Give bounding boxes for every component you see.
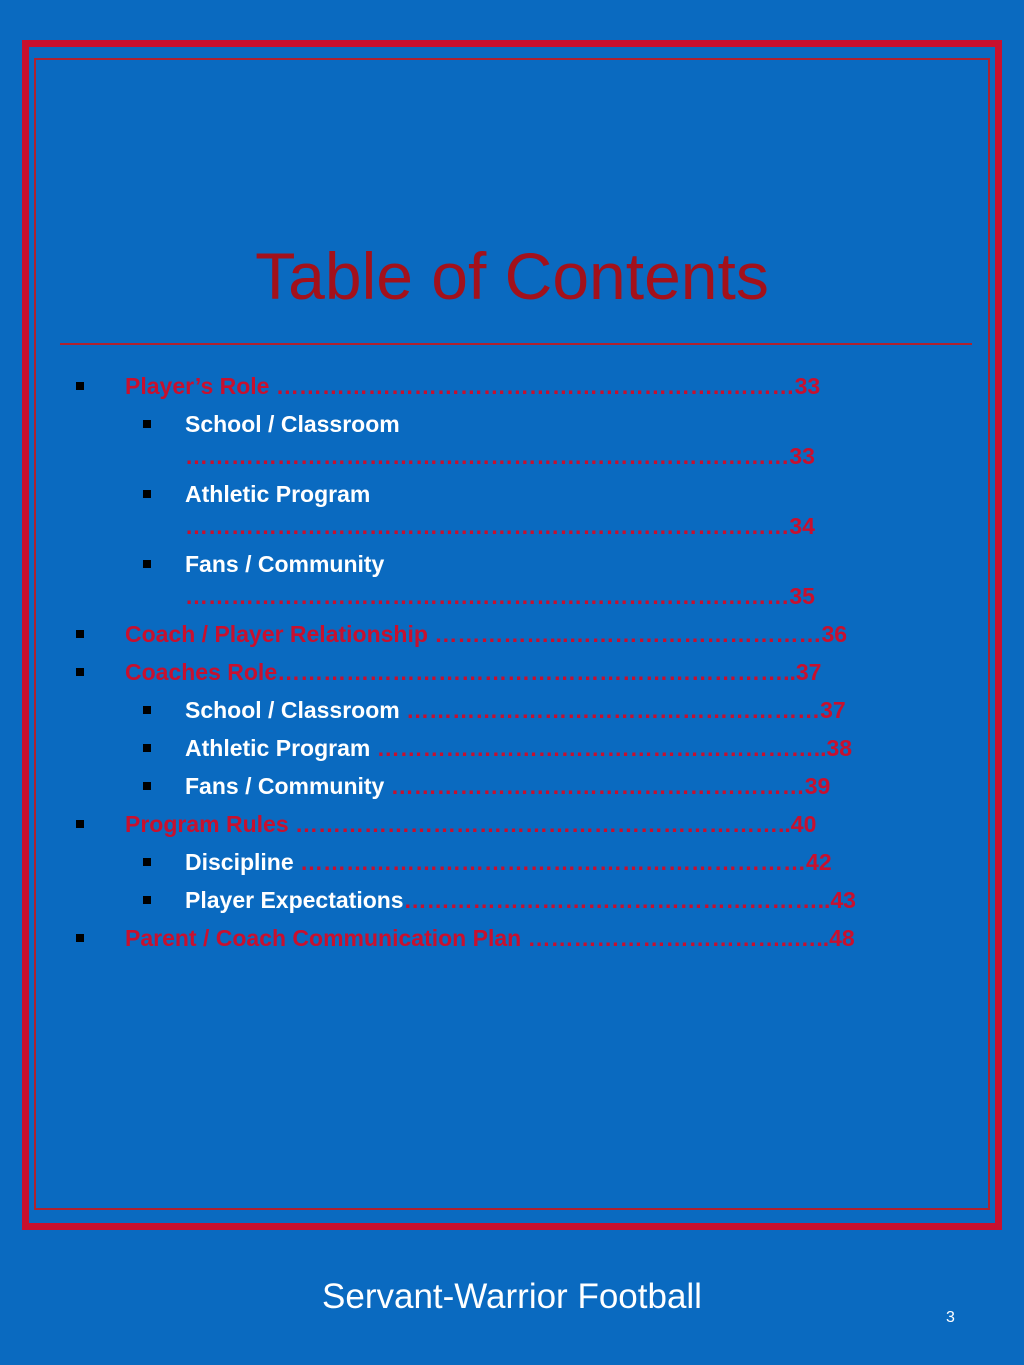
toc-entry-coach-player-relationship[interactable]	[0, 618, 1024, 650]
toc-entry-label: Parent / Coach Communication Plan	[125, 925, 528, 951]
toc-entry-label: Player Expectations	[185, 887, 404, 913]
toc-entry-leader: ……………...……………………………36	[434, 621, 848, 647]
toc-entry-label: Program Rules	[125, 811, 295, 837]
toc-entry-leader: ……………………………….……………………………………35	[185, 583, 815, 609]
square-bullet-icon	[143, 896, 151, 904]
toc-entry-athletic-program[interactable]	[0, 478, 1024, 542]
square-bullet-icon	[76, 934, 84, 942]
toc-entry-coaches-role[interactable]	[0, 656, 1024, 688]
page-number: 3	[946, 1309, 955, 1326]
toc-entry-label: Coaches Role	[125, 659, 278, 685]
toc-entry-coach-fans-community[interactable]	[0, 770, 1024, 802]
toc-entry-leader: ………………………………………………39	[390, 773, 831, 799]
square-bullet-icon	[143, 706, 151, 714]
toc-entry-leader: ………………………………………………37	[406, 697, 846, 723]
toc-entry-leader: …………………………………………………..………33	[275, 373, 821, 399]
toc-entry-label: Fans / Community	[185, 551, 385, 577]
toc-entry-label: School / Classroom	[185, 411, 400, 437]
square-bullet-icon	[143, 490, 151, 498]
title-divider	[60, 343, 972, 345]
page-title: Table of Contents	[255, 239, 769, 313]
square-bullet-icon	[143, 560, 151, 568]
square-bullet-icon	[76, 668, 84, 676]
toc-entry-label: Fans / Community	[185, 773, 391, 799]
toc-entry-leader: ……………………………..…..48	[527, 925, 855, 951]
square-bullet-icon	[76, 630, 84, 638]
toc-entry-leader: …………………………………………………………..37	[277, 659, 822, 685]
toc-entry-leader: …………………………………………………..38	[376, 735, 853, 761]
table-of-contents	[0, 370, 1024, 960]
toc-entry-players-role[interactable]	[0, 370, 1024, 402]
toc-entry-program-rules[interactable]	[0, 808, 1024, 840]
toc-entry-leader: ………………………………………………..43	[403, 887, 856, 913]
square-bullet-icon	[143, 420, 151, 428]
square-bullet-icon	[143, 782, 151, 790]
toc-entry-label: Athletic Program	[185, 481, 371, 507]
toc-entry-leader: ……………………………….……………………………………33	[185, 443, 815, 469]
toc-entry-leader: ……………………………….……………………………………34	[185, 513, 815, 539]
toc-entry-leader: ………………………………………………………..40	[295, 811, 817, 837]
toc-entry-leader: …………………………………………………………42	[300, 849, 832, 875]
square-bullet-icon	[76, 820, 84, 828]
toc-entry-label: Discipline	[185, 849, 301, 875]
footer-title: Servant-Warrior Football	[322, 1277, 702, 1316]
toc-entry-coach-athletic-program[interactable]	[0, 732, 1024, 764]
toc-entry-label: Athletic Program	[185, 735, 377, 761]
toc-entry-discipline[interactable]	[0, 846, 1024, 878]
square-bullet-icon	[143, 744, 151, 752]
toc-entry-fans-community[interactable]	[0, 548, 1024, 612]
toc-entry-label: Coach / Player Relationship	[125, 621, 435, 647]
square-bullet-icon	[143, 858, 151, 866]
toc-entry-parent-coach-communication-plan[interactable]	[0, 922, 1024, 954]
toc-entry-player-expectations[interactable]	[0, 884, 1024, 916]
toc-entry-coach-school-classroom[interactable]	[0, 694, 1024, 726]
toc-entry-label: Player’s Role	[125, 373, 276, 399]
toc-entry-school-classroom[interactable]	[0, 408, 1024, 472]
square-bullet-icon	[76, 382, 84, 390]
toc-entry-label: School / Classroom	[185, 697, 407, 723]
